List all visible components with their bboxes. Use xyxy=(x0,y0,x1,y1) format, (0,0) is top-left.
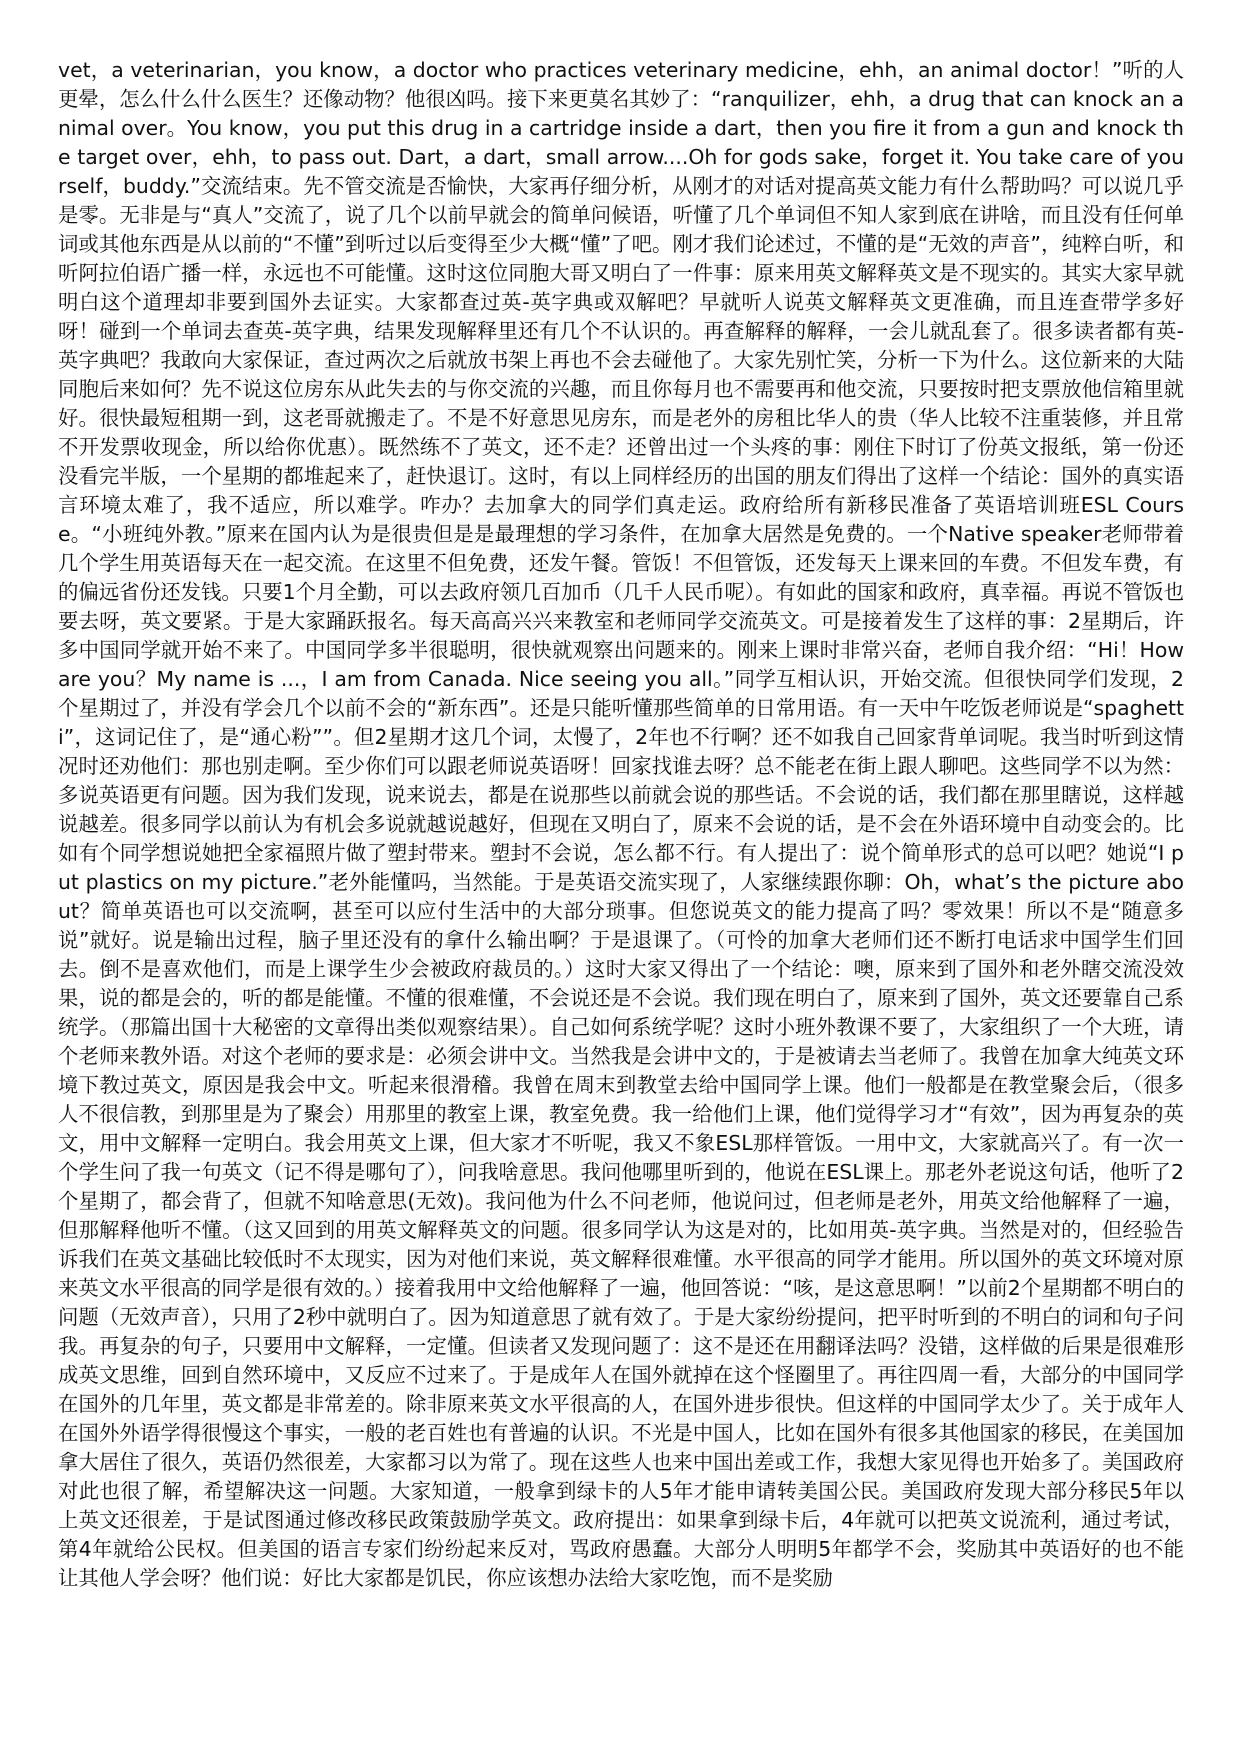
body-text: vet，a veterinarian，you know，a doctor who practices veterinary medicine，ehh，an animal doctor！”听的人更晕，怎么什么什么医生？还像动物？他很凶吗。接下来更莫名其妙了：“ranquilizer，ehh，a drug that can knock an animal over。You know，you put this drug in a cartridge inside a dart，then you fire it from a gun and knock the target over，ehh，to pass out. Dart，a dart，small arrow....Oh for gods sake，forget it. You take care of yourself，buddy.”交流结束。先不管交流是否愉快，大家再仔细分析，从刚才的对话对提高英文能力有什么帮助吗？可以说几乎是零。无非是与“真人”交流了，说了几个以前早就会的简单问候语，听懂了几个单词但不知人家到底在讲啥，而且没有任何单词或其他东西是从以前的“不懂”到听过以后变得至少大概“懂”了吧。刚才我们论述过，不懂的是“无效的声音”，纯粹白听，和听阿拉伯语广播一样，永远也不可能懂。这时这位同胞大哥又明白了一件事：原来用英文解释英文是不现实的。其实大家早就明白这个道理却非要到国外去证实。大家都查过英-英字典或双解吧？早就听人说英文解释英文更准确，而且连查带学多好呀！碰到一个单词去查英-英字典，结果发现解释里还有几个不认识的。再查解释的解释，一会儿就乱套了。很多读者都有英-英字典吧？我敢向大家保证，查过两次之后就放书架上再也不会去碰他了。大家先别忙笑，分析一下为什么。这位新来的大陆同胞后来如何？先不说这位房东从此失去的与你交流的兴趣，而且你每月也不需要再和他交流，只要按时把支票放他信箱里就好。很快最短租期一到，这老哥就搬走了。不是不好意思见房东，而是老外的房租比华人的贵（华人比较不注重装修，并且常不开发票收现金，所以给你优惠）。既然练不了英文，还不走？还曾出过一个头疼的事：刚住下时订了份英文报纸，第一份还没看完半版，一个星期的都堆起来了，赶快退订。这时，有以上同样经历的出国的朋友们得出了这样一个结论：国外的真实语言环境太难了，我不适应，所以难学。咋办？去加拿大的同学们真走运。政府给所有新移民准备了英语培训班ESL Course。“小班纯外教。”原来在国内认为是很贵但是是最理想的学习条件，在加拿大居然是免费的。一个Native speaker老师带着几个学生用英语每天在一起交流。在这里不但免费，还发午餐。管饭！不但管饭，还发每天上课来回的车费。不但发车费，有的偏远省份还发钱。只要1个月全勤，可以去政府领几百加币（几千人民币呢）。有如此的国家和政府，真幸福。再说不管饭也要去呀，英文要紧。于是大家踊跃报名。每天高高兴兴来教室和老师同学交流英文。可是接着发生了这样的事：2星期后，许多中国同学就开始不来了。中国同学多半很聪明，很快就观察出问题来的。刚来上课时非常兴奋，老师自我介绍：“Hi！How are you？My name is ...，I am from Canada. Nice seeing you all。”同学互相认识，开始交流。但很快同学们发现，2个星期过了，并没有学会几个以前不会的“新东西”。还是只能听懂那些简单的日常用语。有一天中午吃饭老师说是“spaghetti”，这词记住了，是“通心粉””。但2星期才这几个词，太慢了，2年也不行啊？还不如我自己回家背单词呢。我当时听到这情况时还劝他们：那也别走啊。至少你们可以跟老师说英语呀！回家找谁去呀？总不能老在街上跟人聊吧。这些同学不以为然：多说英语更有问题。因为我们发现，说来说去，都是在说那些以前就会说的那些话。不会说的话，我们都在那里瞎说，这样越说越差。很多同学以前认为有机会多说就越说越好，但现在又明白了，原来不会说的话，是不会在外语环境中自动变会的。比如有个同学想说她把全家福照片做了塑封带来。塑封不会说，怎么都不行。有人提出了：说个简单形式的总可以吧？她说“I put plastics on my picture.”老外能懂吗，当然能。于是英语交流实现了，人家继续跟你聊：Oh，what’s the picture about？简单英语也可以交流啊，甚至可以应付生活中的大部分琐事。但您说英文的能力提高了吗？零效果！所以不是“随意多说”就好。说是输出过程，脑子里还没有的拿什么输出啊？于是退课了。（可怜的加拿大老师们还不断打电话求中国学生们回去。倒不是喜欢他们，而是上课学生少会被政府裁员的。）这时大家又得出了一个结论：噢，原来到了国外和老外瞎交流没效果，说的都是会的，听的都是能懂。不懂的很难懂，不会说还是不会说。我们现在明白了，原来到了国外，英文还要靠自己系统学。（那篇出国十大秘密的文章得出类似观察结果）。自己如何系统学呢？这时小班外教课不要了，大家组织了一个大班，请个老师来教外语。对这个老师的要求是：必须会讲中文。当然我是会讲中文的，于是被请去当老师了。我曾在加拿大纯英文环境下教过英文，原因是我会中文。听起来很滑稽。我曾在周末到教堂去给中国同学上课。他们一般都是在教堂聚会后，（很多人不很信教，到那里是为了聚会）用那里的教室上课，教室免费。我一给他们上课，他们觉得学习才“有效”，因为再复杂的英文，用中文解释一定明白。我会用英文上课，但大家才不听呢，我又不象ESL那样管饭。一用中文，大家就高兴了。有一次一个学生问了我一句英文（记不得是哪句了），问我啥意思。我问他哪里听到的，他说在ESL课上。那老外老说这句话，他听了2个星期了，都会背了，但就不知啥意思(无效)。我问他为什么不问老师，他说问过，但老师是老外，用英文给他解释了一遍，但那解释他听不懂。（这又回到的用英文解释英文的问题。很多同学认为这是对的，比如用英-英字典。当然是对的，但经验告诉我们在英文基础比较低时不太现实，因为对他们来说，英文解释很难懂。水平很高的同学才能用。所以国外的英文环境对原来英文水平很高的同学是很有效的。）接着我用中文给他解释了一遍，他回答说：“咳，是这意思啊！”以前2个星期都不明白的问题（无效声音），只用了2秒中就明白了。因为知道意思了就有效了。于是大家纷纷提问，把平时听到的不明白的词和句子问我。再复杂的句子，只要用中文解释，一定懂。但读者又发现问题了：这不是还在用翻译法吗？没错，这样做的后果是很难形成英文思维，回到自然环境中，又反应不过来了。于是成年人在国外就掉在这个怪圈里了。再往四周一看，大部分的中国同学在国外的几年里，英文都是非常差的。除非原来英文水平很高的人，在国外进步很快。但这样的中国同学太少了。关于成年人在国外外语学得很慢这个事实，一般的老百姓也有普遍的认识。不光是中国人，比如在国外有很多其他国家的移民，在美国加拿大居住了很久，英语仍然很差，大家都习以为常了。现在这些人也来中国出差或工作，我想大家见得也开始多了。美国政府对此也很了解，希望解决这一问题。大家知道，一般拿到绿卡的人5年才能申请转美国公民。美国政府发现大部分移民5年以上英文还很差，于是试图通过修改移民政策鼓励学英文。政府提出：如果拿到绿卡后，4年就可以把英文说流利，通过考试，第4年就给公民权。但美国的语言专家们纷纷起来反对，骂政府愚蠢。大部分人明明5年都学不会，奖励其中英语好的也不能让其他人学会呀？他们说：好比大家都是饥民，你应该想办法给大家吃饱，而不是奖励 xyxy=(58,58,1184,1590)
